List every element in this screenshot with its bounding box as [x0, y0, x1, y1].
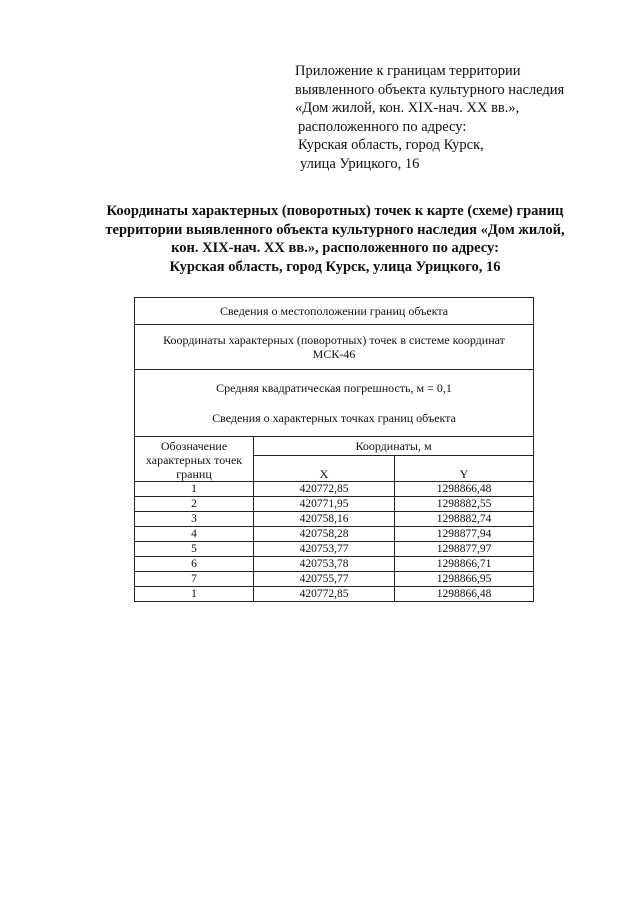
- point-y: 1298866,95: [395, 572, 534, 587]
- point-x: 420758,16: [254, 512, 395, 527]
- column-header-y: Y: [395, 456, 534, 482]
- table-row: [135, 512, 534, 527]
- appendix-line: Курская область, город Курск,: [298, 137, 484, 154]
- appendix-line: улица Урицкого, 16: [300, 155, 420, 172]
- coord-system-line: Координаты характерных (поворотных) точек в системе координат: [163, 333, 505, 347]
- coordinates-table: [134, 297, 534, 602]
- section-title: Сведения о местоположении границ объекта: [135, 298, 534, 325]
- point-y: 1298866,48: [395, 482, 534, 497]
- title-line: кон. XIX-нач. XX вв.», расположенного по адресу:: [171, 240, 499, 256]
- accuracy-text: Средняя квадратическая погрешность, м = 0,1: [216, 381, 452, 395]
- column-header-label: Обозначение характерных точек границ: [135, 437, 254, 482]
- accuracy-cell: [135, 370, 534, 437]
- table-coord-system-row: [135, 325, 534, 370]
- appendix-line: Приложение к границам территории: [295, 63, 521, 79]
- table-header-row: [135, 437, 534, 456]
- title-line: Координаты характерных (поворотных) точек к карте (схеме) границ: [106, 203, 564, 219]
- point-id: 3: [135, 512, 254, 527]
- table-row: [135, 527, 534, 542]
- point-x: 420753,77: [254, 542, 395, 557]
- point-id: 1: [135, 482, 254, 497]
- table-row: [135, 482, 534, 497]
- point-x: 420755,77: [254, 572, 395, 587]
- table-section-row: [135, 298, 534, 325]
- point-id: 2: [135, 497, 254, 512]
- appendix-line: выявленного объекта культурного наследия: [295, 81, 565, 98]
- point-id: 5: [135, 542, 254, 557]
- point-id: 7: [135, 572, 254, 587]
- points-info-text: Сведения о характерных точках границ объекта: [212, 411, 456, 425]
- table-row: [135, 542, 534, 557]
- column-header-x: X: [254, 456, 395, 482]
- table-accuracy-row: [135, 370, 534, 437]
- document-title: [80, 202, 590, 276]
- title-line: Курская область, город Курск, улица Урицкого, 16: [169, 258, 501, 275]
- point-y: 1298866,48: [395, 587, 534, 602]
- table-row: [135, 572, 534, 587]
- point-x: 420772,85: [254, 587, 395, 602]
- column-header-coords: Координаты, м: [254, 437, 534, 456]
- point-x: 420758,28: [254, 527, 395, 542]
- point-id: 1: [135, 587, 254, 602]
- point-id: 4: [135, 527, 254, 542]
- coord-system-cell: [135, 325, 534, 370]
- table-row: [135, 587, 534, 602]
- point-x: 420772,85: [254, 482, 395, 497]
- table-row: [135, 557, 534, 572]
- point-y: 1298866,71: [395, 557, 534, 572]
- coord-system-line: МСК-46: [312, 347, 356, 361]
- point-y: 1298877,94: [395, 527, 534, 542]
- appendix-line: «Дом жилой, кон. XIX-нач. XX вв.»,: [295, 100, 520, 117]
- point-y: 1298882,74: [395, 512, 534, 527]
- point-x: 420753,78: [254, 557, 395, 572]
- title-line: территории выявленного объекта культурного наследия «Дом жилой,: [105, 221, 565, 238]
- point-y: 1298882,55: [395, 497, 534, 512]
- point-id: 6: [135, 557, 254, 572]
- point-y: 1298877,97: [395, 542, 534, 557]
- point-x: 420771,95: [254, 497, 395, 512]
- appendix-line: расположенного по адресу:: [298, 118, 467, 135]
- appendix-note: [295, 62, 595, 174]
- table-row: [135, 497, 534, 512]
